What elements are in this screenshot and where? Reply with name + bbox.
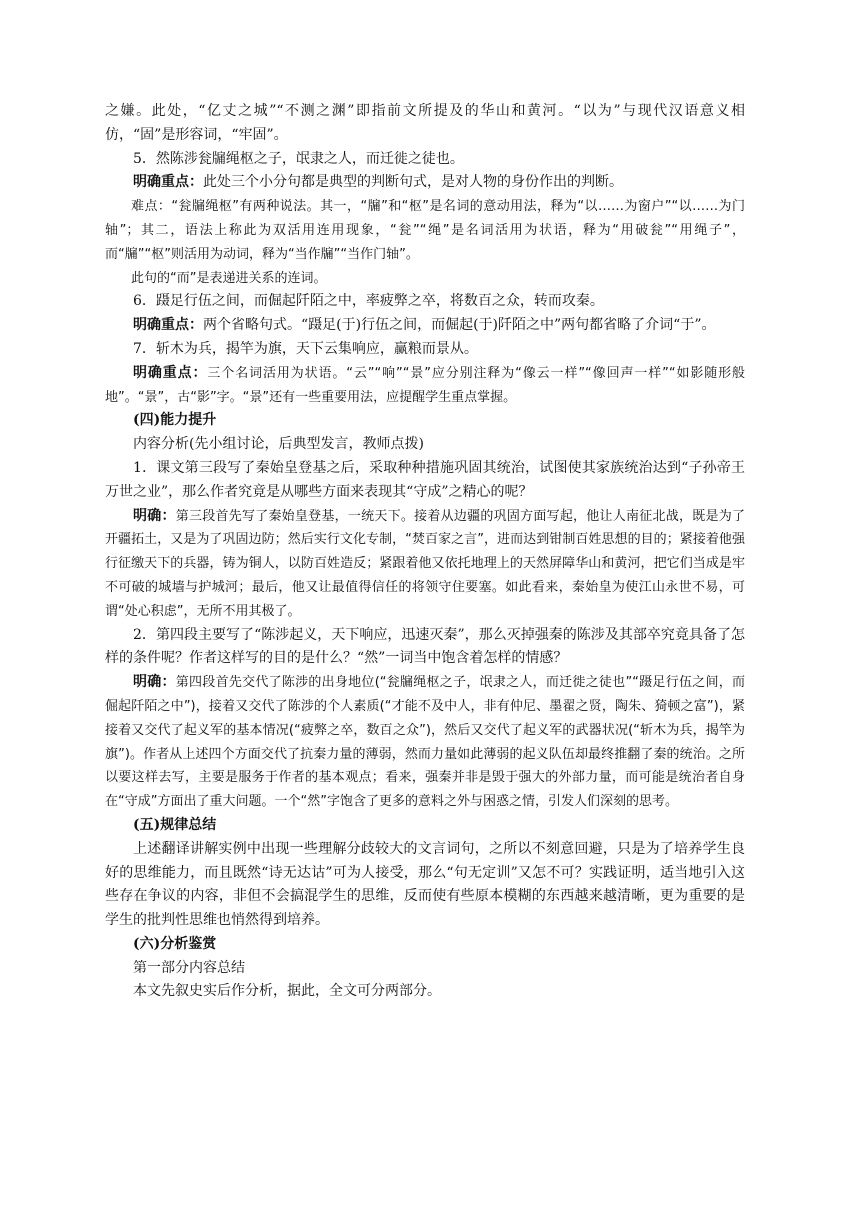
body-paragraph: 之嫌。此处，“亿丈之城”“不测之渊”即指前文所提及的华山和黄河。“以为”与现代汉语意义相仿，“固”是形容词，“牢固”。 (105, 103, 745, 143)
section-heading: (五)规律总结 (133, 816, 217, 833)
paragraph-text: 两个省略句式。“蹑足(于)行伍之间，而倔起(于)阡陌之中”两句都省略了介词“于”。 (203, 317, 716, 334)
paragraph-text: 第三段首先写了秦始皇登基，一统天下。接着从边疆的巩固方面写起，他让人南征北战，既是为了开疆拓土，又是为了巩固边防；然后实行文化专制，“焚百家之言”，进而达到钳制百姓思想的目的；紧接着他强行征缴天下的兵器，铸为铜人，以防百姓造反；紧跟着他又依托地理上的天然屏障华山和黄河，把它们当成是牢不可破的城墙与护城河；最后，他又让最值得信任的将领守住要塞。如此看来，秦始皇为使江山永世不易，可谓“处心积虑”，无所不用其极了。 (105, 508, 745, 619)
labeled-paragraph (105, 314, 745, 338)
body-paragraph: 难点：“瓮牖绳枢”有两种说法。其一，“牖”和“枢”是名词的意动用法，释为“以……为窗户”“以……为门轴”；其二，语法上称此为双活用连用现象，“瓮”“绳”是名词活用为状语，释为“用破瓮”“用绳子”，而“牖”“枢”则活用为动词，释为“当作牖”“当作门轴”。 (105, 199, 745, 262)
body-paragraph: 2．第四段主要写了“陈涉起义，天下响应，迅速灭秦”，那么灭掉强秦的陈涉及其部卒究竟具备了怎样的条件呢？作者这样写的目的是什么？“然”一词当中饱含着怎样的情感？ (105, 626, 745, 667)
body-paragraph: 6．蹑足行伍之间，而倔起阡陌之中，率疲弊之卒，将数百之众，转而攻秦。 (133, 293, 604, 310)
paragraph-label: 明确重点： (133, 364, 208, 381)
body-paragraph: 此句的“而”是表递进关系的连词。 (131, 270, 327, 286)
section-heading: (六)分析鉴赏 (133, 935, 217, 952)
body-paragraph: 上述翻译讲解实例中出现一些理解分歧较大的文言词句，之所以不刻意回避，只是为了培养学生良好的思维能力，而且既然“诗无达诂”可为人接受，那么“句无定训”又怎不可？实践证明，适当地引入这些存在争议的内容，非但不会搞混学生的思维，反而使有些原本模糊的东西越来越清晰，更为重要的是学生的批判性思维也悄然得到培养。 (105, 840, 745, 929)
body-paragraph: 5．然陈涉瓮牖绳枢之子，氓隶之人，而迁徙之徒也。 (133, 150, 464, 167)
body-paragraph: 第一部分内容总结 (133, 959, 245, 976)
paragraph-text: 第四段首先交代了陈涉的出身地位(“瓮牖绳枢之子，氓隶之人，而迁徙之徒也”“蹑足行伍之间，而倔起阡陌之中”)，接着又交代了陈涉的个人素质(“才能不及中人，非有仲尼、墨翟之贤，陶朱、猗顿之富”)，紧接着又交代了起义军的基本情况(“疲弊之卒，数百之众”)，然后又交代了起义军的武器状况(“斩木为兵，揭竿为旗”)。作者从上述四个方面交代了抗秦力量的薄弱，然而力量如此薄弱的起义队伍却最终推翻了秦的统治。之所以要这样去写，主要是服务于作者的基本观点；看来，强秦并非是毁于强大的外部力量，而可能是统治者自身在“守成”方面出了重大问题。一个“然”字饱含了更多的意料之外与困惑之情，引发人们深刻的思考。 (105, 675, 745, 810)
body-paragraph: 本文先叙史实后作分析，据此，全文可分两部分。 (133, 983, 441, 1000)
body-paragraph: 1．课文第三段写了秦始皇登基之后，采取种种措施巩固其统治，试图使其家族统治达到“子孙帝王万世之业”，那么作者究竟是从哪些方面来表现其“守成”之精心的呢？ (105, 459, 745, 500)
labeled-paragraph (105, 171, 745, 195)
paragraph-label: 明确重点： (133, 317, 203, 334)
labeled-paragraph (105, 505, 745, 624)
labeled-paragraph (105, 362, 745, 410)
paragraph-label: 明确： (133, 674, 176, 691)
document-body (105, 100, 745, 1004)
section-heading: (四)能力提升 (133, 412, 217, 429)
body-paragraph: 内容分析(先小组讨论，后典型发言，教师点拨) (133, 436, 424, 453)
body-paragraph: 7．斩木为兵，揭竿为旗，天下云集响应，赢粮而景从。 (133, 340, 478, 357)
labeled-paragraph (105, 671, 745, 814)
paragraph-text: 此处三个小分句都是典型的判断句式，是对人物的身份作出的判断。 (203, 174, 623, 191)
paragraph-text: 三个名词活用为状语。“云”“响”“景”应分别注释为“像云一样”“像回声一样”“如影随形般地”。“景”，古“影”字。“景”还有一些重要用法，应提醒学生重点掌握。 (105, 365, 745, 405)
paragraph-label: 明确： (133, 507, 176, 524)
paragraph-label: 明确重点： (133, 174, 203, 191)
